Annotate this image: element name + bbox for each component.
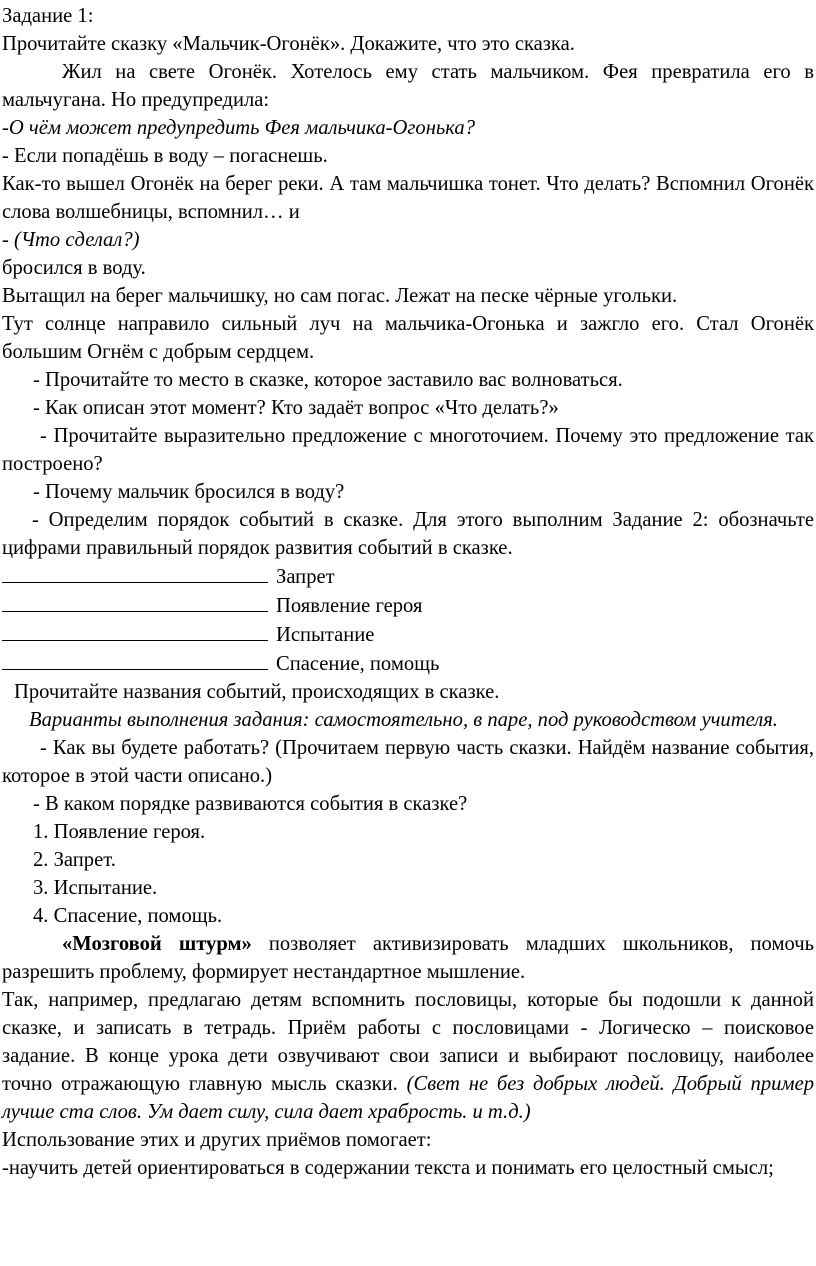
answer-blank[interactable] <box>2 649 268 670</box>
order-item-4: 4. Спасение, помощь. <box>33 905 223 927</box>
event-line-4 <box>2 649 814 678</box>
event-label: Появление героя <box>276 595 423 617</box>
how-to-work: - Как вы будете работать? (Прочитаем первую часть сказки. Найдём название события, которое в этой части описано.) <box>2 737 814 787</box>
proverbs-list: (Свет не без добрых людей. Добрый пример лучше ста слов. Ум дает силу, сила дает храбрость. и т.д.) <box>2 1073 815 1123</box>
usage-intro: Использование этих и других приёмов помогает: <box>2 1129 432 1151</box>
task-variants: Варианты выполнения задания: самостоятельно, в паре, под руководством учителя. <box>29 709 778 731</box>
event-label: Спасение, помощь <box>276 653 440 675</box>
discussion-question-4: - Почему мальчик бросился в воду? <box>33 481 345 503</box>
task1-instruction: Прочитайте сказку «Мальчик-Огонёк». Докажите, что это сказка. <box>2 33 575 55</box>
order-item-1: 1. Появление героя. <box>33 821 206 843</box>
answer-blank[interactable] <box>2 620 268 641</box>
brainstorm-paragraph <box>2 930 814 986</box>
story-paragraph-2: Как-то вышел Огонёк на берег реки. А там мальчишка тонет. Что делать? Вспомнил Огонёк слова волшебницы, вспомнил… и <box>2 173 814 223</box>
story-paragraph-3: Вытащил на берег мальчишку, но сам погас. Лежат на песке чёрные угольки. <box>2 285 678 307</box>
question-2-dash: - <box>2 229 15 251</box>
question-1: -О чём может предупредить Фея мальчика-Огонька? <box>2 117 476 139</box>
usage-item-1: -научить детей ориентироваться в содержании текста и понимать его целостный смысл; <box>2 1157 774 1179</box>
event-line-1 <box>2 562 814 591</box>
answer-blank[interactable] <box>2 562 268 583</box>
question-2 <box>2 226 814 254</box>
example-paragraph <box>2 986 814 1126</box>
answer-blank[interactable] <box>2 591 268 612</box>
example-text: Так, например, предлагаю детям вспомнить пословицы, которые бы подошли к данной сказке, и записать в тетрадь. Приём работы с пословицами - Логическо – поисковое задание. В конце урока дети озвучивают свои записи и выбирают пословицу, наиболее точно отражающую главную мысль сказки. <box>2 989 814 1095</box>
read-event-names: Прочитайте названия событий, происходящих в сказке. <box>14 681 500 703</box>
task1-title: Задание 1: <box>2 5 94 27</box>
event-label: Запрет <box>276 566 335 588</box>
discussion-question-1: - Прочитайте то место в сказке, которое заставило вас волноваться. <box>33 369 623 391</box>
story-paragraph-1: Жил на свете Огонёк. Хотелось ему стать мальчиком. Фея превратила его в мальчугана. Но предупредила: <box>2 61 814 111</box>
question-2-text: (Что сделал?) <box>14 229 140 251</box>
brainstorm-description: позволяет активизировать младших школьников, помочь разрешить проблему, формирует нестандартное мышление. <box>2 933 814 983</box>
brainstorm-term: «Мозговой штурм» <box>62 933 252 955</box>
story-paragraph-4: Тут солнце направило сильный луч на мальчика-Огонька и зажгло его. Стал Огонёк большим Огнём с добрым сердцем. <box>2 313 814 363</box>
discussion-question-5: - Определим порядок событий в сказке. Для этого выполним Задание 2: обозначьте цифрами правильный порядок развития событий в сказке. <box>2 509 814 559</box>
order-question: - В каком порядке развиваются события в сказке? <box>33 793 468 815</box>
discussion-question-3: - Прочитайте выразительно предложение с многоточием. Почему это предложение так построено? <box>2 425 814 475</box>
answer-2: бросился в воду. <box>2 257 146 279</box>
event-line-3 <box>2 620 814 649</box>
event-label: Испытание <box>276 624 375 646</box>
order-item-2: 2. Запрет. <box>33 849 116 871</box>
event-line-2 <box>2 591 814 620</box>
answer-1: - Если попадёшь в воду – погаснешь. <box>2 145 328 167</box>
order-item-3: 3. Испытание. <box>33 877 158 899</box>
discussion-question-2: - Как описан этот момент? Кто задаёт вопрос «Что делать?» <box>33 397 559 419</box>
